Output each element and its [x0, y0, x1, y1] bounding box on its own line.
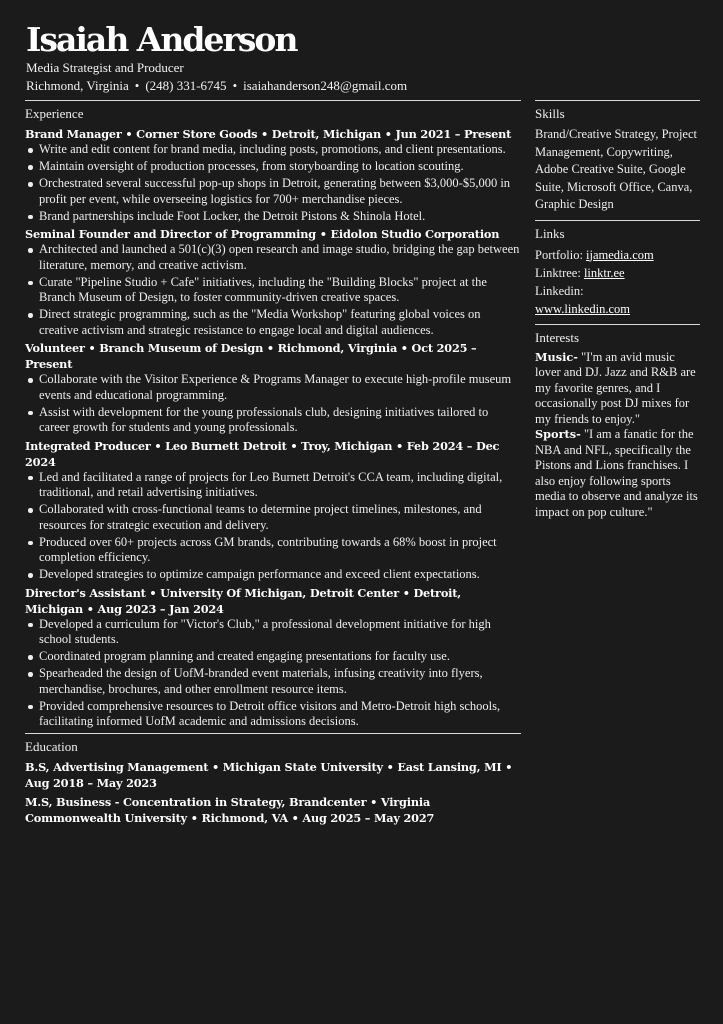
list-item: Brand partnerships include Foot Locker, the Detroit Pistons & Shinola Hotel. [25, 209, 521, 225]
job-heading: Volunteer • Branch Museum of Design • Richmond, Virginia • Oct 2025 – Present [25, 341, 477, 371]
job-entry [25, 126, 521, 224]
linkedin-link[interactable]: www.linkedin.com [535, 301, 631, 316]
link-label: Linktree: [535, 265, 581, 280]
skills-heading: Skills [535, 106, 565, 121]
interest-sports [535, 427, 700, 520]
job-entry [25, 226, 521, 338]
job-heading: Brand Manager • Corner Store Goods • Detroit, Michigan • Jun 2021 – Present [25, 127, 512, 141]
job-bullets [25, 470, 521, 583]
email-link[interactable]: isaiahanderson248@gmail.com [243, 78, 408, 93]
education-entry: M.S, Business - Concentration in Strategy, Brandcenter • Virginia Commonwealth University • Richmond, VA • Aug 2025 – May 2027 [25, 794, 435, 825]
location: Richmond, Virginia [26, 78, 129, 93]
list-item: Curate "Pipeline Studio + Cafe" initiatives, including the "Building Blocks" project at the Branch Museum of Design, to foster community-driven creative spaces. [25, 275, 521, 306]
job-bullets [25, 372, 521, 436]
link-portfolio [535, 246, 700, 264]
list-item: Developed a curriculum for "Victor's Club," a professional development initiative for high school students. [25, 617, 521, 648]
list-item: Assist with development for the young professionals club, designing initiatives tailored to career growth for students and young professionals. [25, 405, 521, 436]
experience-heading: Experience [25, 106, 84, 121]
list-item: Collaborated with cross-functional teams to determine project timelines, milestones, and resources for strategic execution and delivery. [25, 502, 521, 533]
candidate-title: Media Strategist and Producer [26, 60, 184, 75]
job-bullets [25, 242, 521, 338]
list-item: Orchestrated several successful pop-up shops in Detroit, generating between $3,000-$5,000 in profit per event, while overseeing logistics for 700+ merchandise pieces. [25, 176, 521, 207]
list-item: Spearheaded the design of UofM-branded event materials, infusing creativity into flyers, merchandise, brochures, and other enrollment resource items. [25, 666, 521, 697]
list-item: Write and edit content for brand media, including posts, promotions, and client presentations. [25, 142, 521, 158]
job-heading: Seminal Founder and Director of Programming • Eidolon Studio Corporation [25, 227, 500, 241]
divider [535, 324, 700, 325]
contact-line [26, 78, 407, 94]
list-item: Direct strategic programming, such as the "Media Workshop" featuring global voices on creative activism and strategic resistance to engage local and digital audiences. [25, 307, 521, 338]
main-column [25, 100, 521, 829]
job-heading: Integrated Producer • Leo Burnett Detroit • Troy, Michigan • Feb 2024 – Dec 2024 [25, 438, 500, 469]
interest-text: "I am a fanatic for the NBA and NFL, specifically the Pistons and Lions franchises. I also enjoy following sports media to observe and analyze its impact on pop culture." [535, 427, 698, 519]
separator: • [232, 78, 238, 93]
link-linktree [535, 264, 700, 282]
separator: • [134, 78, 140, 93]
job-bullets [25, 142, 521, 224]
portfolio-link[interactable]: ijamedia.com [586, 247, 654, 262]
side-column [535, 100, 700, 520]
links-heading: Links [535, 225, 565, 241]
divider [25, 100, 521, 101]
skills-text: Brand/Creative Strategy, Project Management, Copywriting, Adobe Creative Suite, Google Suite, Microsoft Office, Canva, Graphic Design [535, 127, 697, 211]
interest-label: Sports- [535, 427, 581, 441]
list-item: Led and facilitated a range of projects for Leo Burnett Detroit's CCA team, including digital, traditional, and retail advertising initiatives. [25, 470, 521, 501]
list-item: Architected and launched a 501(c)(3) open research and image studio, bridging the gap between literature, memory, and creative activism. [25, 242, 521, 273]
list-item: Coordinated program planning and created engaging presentations for faculty use. [25, 649, 521, 665]
list-item: Collaborate with the Visitor Experience & Programs Manager to execute high-profile museum events and educational programming. [25, 372, 521, 403]
education-entry: B.S, Advertising Management • Michigan State University • East Lansing, MI • Aug 2018 – May 2023 [25, 759, 513, 790]
education-heading: Education [25, 738, 78, 754]
candidate-name: Isaiah Anderson [26, 20, 297, 59]
link-linkedin-value [535, 300, 700, 318]
interest-music [535, 350, 700, 428]
job-heading: Director's Assistant • University Of Michigan, Detroit Center • Detroit, Michigan • Aug 2023 – Jan 2024 [25, 585, 461, 616]
interest-label: Music- [535, 349, 578, 364]
link-label: Linkedin: [535, 283, 584, 298]
interest-text: "I'm an avid music lover and DJ. Jazz and R&B are my favorite genres, and I occasionally post DJ mixes for my friends to enjoy." [535, 349, 696, 426]
list-item: Provided comprehensive resources to Detroit office visitors and Metro-Detroit high schools, facilitating informed UofM academic and admissions decisions. [25, 699, 521, 730]
job-entry [25, 340, 521, 436]
job-entry [25, 438, 521, 583]
list-item: Maintain oversight of production processes, from storyboarding to location scouting. [25, 159, 521, 175]
interests-heading: Interests [535, 329, 580, 345]
link-label: Portfolio: [535, 247, 583, 262]
divider [25, 733, 521, 734]
job-entry [25, 585, 521, 730]
phone: (248) 331-6745 [145, 78, 227, 93]
linktree-link[interactable]: linktr.ee [583, 265, 625, 280]
list-item: Produced over 60+ projects across GM brands, contributing towards a 68% boost in project completion efficiency. [25, 535, 521, 566]
list-item: Developed strategies to optimize campaign performance and exceed client expectations. [25, 567, 521, 583]
job-bullets [25, 617, 521, 730]
divider [535, 220, 700, 221]
divider [535, 100, 700, 101]
link-linkedin [535, 282, 700, 300]
